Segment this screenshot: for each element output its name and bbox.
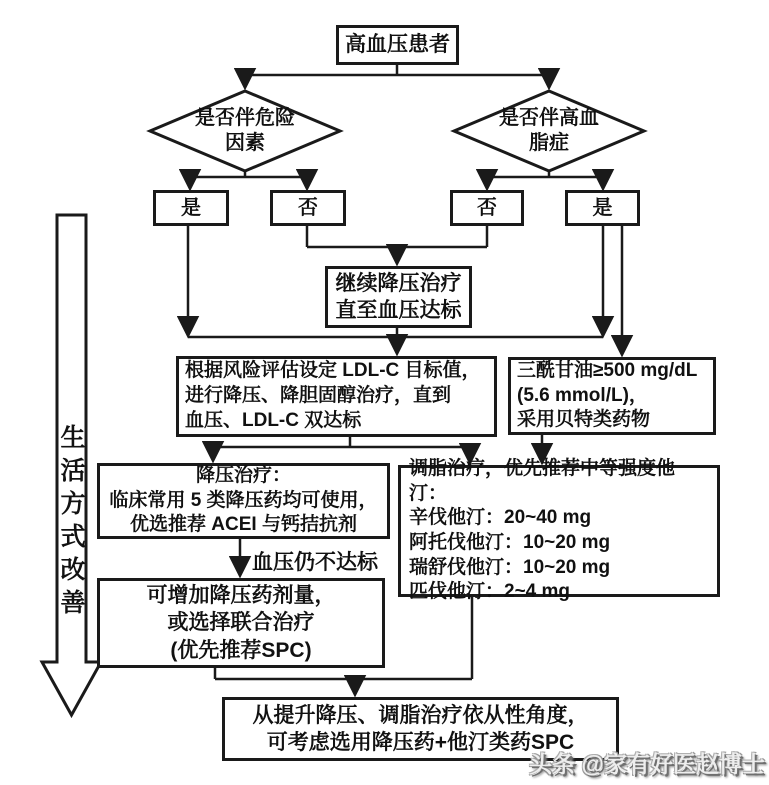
decision-risk-text: 是否伴危险 因素 [195,107,295,154]
split-line-top [245,65,549,75]
continue-bp-box: 继续降压治疗 直至血压达标 [325,266,472,328]
lipid-yes-box: 是 [565,190,640,226]
watermark: 头条 @家有好医赵博士 [529,751,765,777]
lifestyle-label: 生活方式改善 [57,423,85,622]
increase-dose-box: 可增加降压药剂量， 或选择联合治疗 (优先推荐SPC) [97,578,385,668]
triglyceride-box: 三酰甘油≥500 mg/dL (5.6 mmol/L)， 采用贝特类药物 [508,357,716,435]
decision-lipid-text: 是否伴高血 脂症 [499,107,599,154]
start-label: 高血压患者 [345,33,450,57]
bp-treatment-box: 降压治疗： 临床常用 5 类降压药均可使用， 优选推荐 ACEI 与钙拮抗剂 [97,463,390,539]
lipid-treatment-box: 调脂治疗，优先推荐中等强度他汀： 辛伐他汀：20~40 mg 阿托伐他汀：10~20 mg 瑞舒伐他汀：10~20 mg 匹伐他汀：2~4 mg [398,465,720,597]
risk-yes-box: 是 [153,190,229,226]
start-box [336,25,459,65]
ldl-target-box: 根据风险评估设定 LDL-C 目标值， 进行降压、降胆固醇治疗，直到 血压、LDL-C 双达标 [176,356,497,437]
final-spc-box: 从提升降压、调脂治疗依从性角度， 可考虑选用降压药+他汀类药SPC [222,697,619,761]
risk-no-box: 否 [270,190,346,226]
bp-not-reached-label: 血压仍不达标 [252,551,378,574]
lipid-no-box: 否 [450,190,524,226]
